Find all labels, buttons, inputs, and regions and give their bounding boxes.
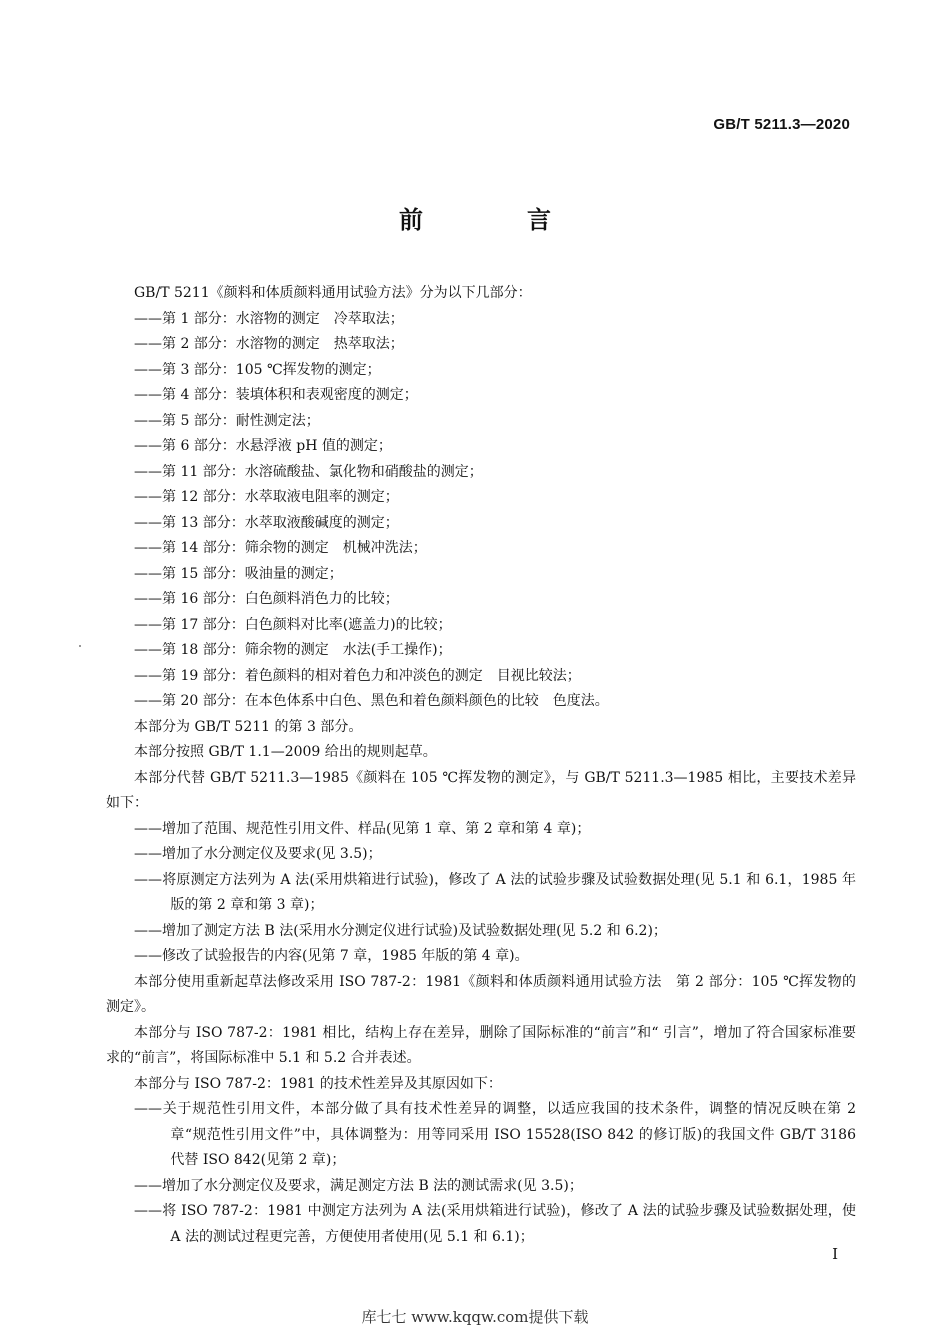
- change-list-item: ——增加了范围、规范性引用文件、样品(见第 1 章、第 2 章和第 4 章)；: [134, 820, 591, 837]
- adoption-statement: 本部分使用重新起草法修改采用 ISO 787-2：1981《颜料和体质颜料通用试验方法 第 2 部分：105 ℃挥发物的测定》。: [106, 973, 856, 1015]
- change-list-item: ——增加了水分测定仪及要求(见 3.5)；: [134, 846, 382, 862]
- foreword-body: [106, 281, 856, 1250]
- intro-paragraph: GB/T 5211《颜料和体质颜料通用试验方法》分为以下几部分：: [134, 285, 532, 301]
- parts-list-item: ——第 12 部分：水萃取液电阻率的测定；: [134, 489, 399, 505]
- change-list-item: ——增加了测定方法 B 法(采用水分测定仪进行试验)及试验数据处理(见 5.2 和 6.2)；: [134, 922, 667, 939]
- parts-list-item: ——第 17 部分：白色颜料对比率(遮盖力)的比较；: [134, 616, 452, 633]
- change-list-item: ——修改了试验报告的内容(见第 7 章，1985 年版的第 4 章)。: [134, 948, 529, 964]
- parts-list-item: ——第 14 部分：筛余物的测定 机械冲洗法；: [134, 540, 427, 556]
- parts-list-item: ——第 1 部分：水溶物的测定 冷萃取法；: [134, 310, 404, 327]
- difference-list-item: ——增加了水分测定仪及要求，满足测定方法 B 法的测试需求(见 3.5)；: [134, 1177, 583, 1194]
- parts-list-item: ——第 11 部分：水溶硫酸盐、氯化物和硝酸盐的测定；: [134, 463, 483, 480]
- structure-statement: 本部分与 ISO 787-2：1981 相比，结构上存在差异，删除了国际标准的“前言”和“ 引言”，增加了符合国家标准要求的“前言”，将国际标准中 5.1 和 5.2 合并表述。: [106, 1024, 856, 1066]
- parts-list-item: ——第 6 部分：水悬浮液 pH 值的测定；: [134, 438, 392, 454]
- parts-list-item: ——第 3 部分：105 ℃挥发物的测定；: [134, 361, 381, 378]
- scan-speck: [79, 645, 81, 647]
- page-title: 前 言: [399, 205, 591, 234]
- parts-list-item: ——第 2 部分：水溶物的测定 热萃取法；: [134, 336, 404, 352]
- page-number: I: [832, 1245, 838, 1263]
- parts-list-item: ——第 16 部分：白色颜料消色力的比较；: [134, 591, 399, 607]
- parts-list-item: ——第 20 部分：在本色体系中白色、黑色和着色颜料颜色的比较 色度法。: [134, 693, 609, 709]
- technical-differences-statement: 本部分与 ISO 787-2：1981 的技术性差异及其原因如下：: [134, 1075, 502, 1092]
- parts-list-item: ——第 18 部分：筛余物的测定 水法(手工操作)；: [134, 642, 452, 658]
- parts-list-item: ——第 13 部分：水萃取液酸碱度的测定；: [134, 514, 399, 531]
- drafting-rules-statement: 本部分按照 GB/T 1.1—2009 给出的规则起草。: [134, 744, 437, 760]
- download-watermark: 库七七 www.kqqw.com提供下载: [361, 1308, 589, 1326]
- parts-list-item: ——第 5 部分：耐性测定法；: [134, 412, 320, 429]
- parts-list-item: ——第 4 部分：装填体积和表观密度的测定；: [134, 387, 418, 403]
- parts-list-item: ——第 19 部分：着色颜料的相对着色力和冲淡色的测定 目视比较法；: [134, 667, 581, 684]
- change-list-item: ——将原测定方法列为 A 法(采用烘箱进行试验)，修改了 A 法的试验步骤及试验数据处理(见 5.1 和 6.1，1985 年版的第 2 章和第 3 章)；: [134, 871, 856, 913]
- parts-list-item: ——第 15 部分：吸油量的测定；: [134, 565, 343, 582]
- part-statement: 本部分为 GB/T 5211 的第 3 部分。: [134, 718, 363, 735]
- difference-list-item: ——将 ISO 787-2：1981 中测定方法列为 A 法(采用烘箱进行试验)，修改了 A 法的试验步骤及试验数据处理，使 A 法的测试过程更完善，方便使用者使用(见 5.1 和 6.1)；: [134, 1203, 856, 1245]
- replacement-statement: 本部分代替 GB/T 5211.3—1985《颜料在 105 ℃挥发物的测定》，与 GB/T 5211.3—1985 相比，主要技术差异如下：: [106, 769, 856, 811]
- difference-list-item: ——关于规范性引用文件，本部分做了具有技术性差异的调整，以适应我国的技术条件，调整的情况反映在第 2 章“规范性引用文件”中，具体调整为：用等同采用 ISO 15528(ISO 842 的修订版)的我国文件 GB/T 3186 代替 ISO 842(见第 2 章)；: [134, 1101, 856, 1168]
- standard-code: GB/T 5211.3—2020: [713, 116, 850, 133]
